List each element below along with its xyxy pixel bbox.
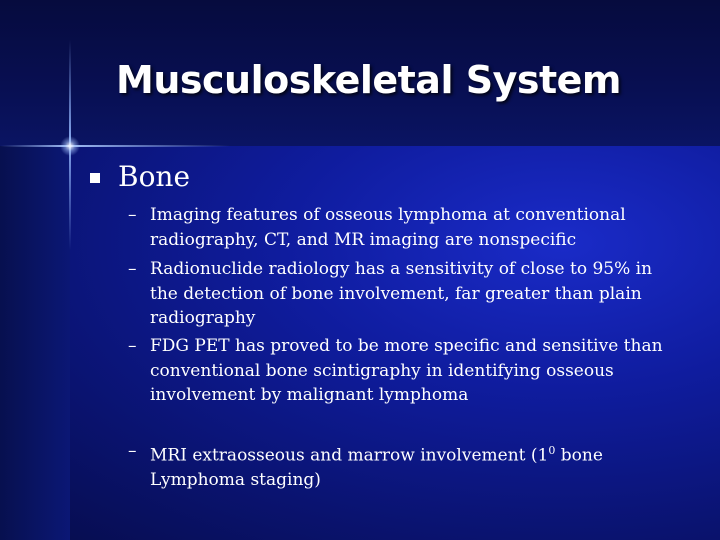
mri-text-after: bone Lymphoma staging) [150,445,603,491]
square-bullet-icon [90,173,100,183]
sub-bullet-radionuclide: Radionuclide radiology has a sensitivity of close to 95% in the detection of bone involvement, far greater than plain radiography [150,259,653,328]
left-band [0,146,70,540]
sub-bullet-dash: – [128,205,137,225]
sub-bullet-imaging-features: Imaging features of osseous lymphoma at conventional radiography, CT, and MR imaging are nonspecific [150,205,626,250]
slide-title: Musculoskeletal System [116,58,621,102]
sub-bullet-fdg-pet: FDG PET has proved to be more specific and sensitive than conventional bone scintigraphy in identifying osseous involvement by malignant lymphoma [150,336,663,405]
star-horizontal-ray [0,145,230,147]
star-glow-icon [60,136,80,156]
sub-bullet-dash: – [128,441,137,461]
sub-bullet-dash: – [128,336,137,356]
bullet-bone: Bone [118,160,191,193]
mri-text-before: MRI extraosseous and marrow involvement (1 [150,445,549,466]
mri-superscript: 0 [548,444,556,457]
sub-bullet-mri [150,439,670,493]
sub-bullet-dash: – [128,259,137,279]
